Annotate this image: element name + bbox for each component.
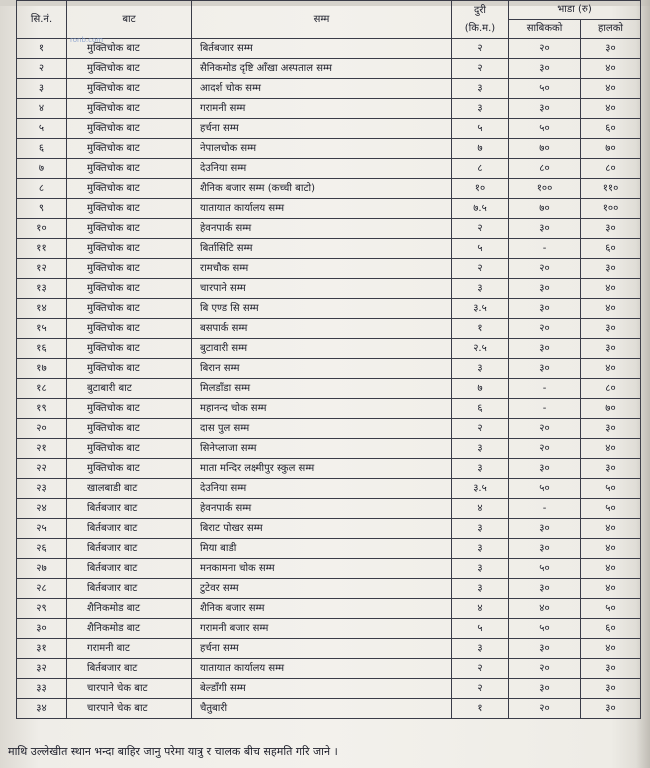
cell-from: मुक्तिचोक बाट <box>67 319 192 339</box>
cell-fare-new: ८० <box>581 379 641 399</box>
cell-destination: सैनिकमोड दृष्टि आँखा अस्पताल सम्म <box>192 59 452 79</box>
cell-fare-old: - <box>509 379 581 399</box>
cell-destination: बिर्तबजार सम्म <box>192 39 452 59</box>
table-row <box>17 179 641 199</box>
cell-destination: बसपार्क सम्म <box>192 319 452 339</box>
fare-table <box>16 0 641 719</box>
cell-destination: बिर्तासिटि सम्म <box>192 239 452 259</box>
cell-destination: हेवनपार्क सम्म <box>192 219 452 239</box>
table-row <box>17 439 641 459</box>
fare-table-body <box>17 1 641 719</box>
header-distance <box>452 1 509 39</box>
cell-from: मुक्तिचोक बाट <box>67 279 192 299</box>
cell-serial: ३० <box>17 619 67 639</box>
cell-fare-new: ३० <box>581 659 641 679</box>
cell-distance: ७ <box>452 139 509 159</box>
cell-fare-old: ३० <box>509 539 581 559</box>
cell-fare-old: ३० <box>509 579 581 599</box>
cell-distance: १ <box>452 319 509 339</box>
cell-distance: २ <box>452 39 509 59</box>
cell-fare-new: ४० <box>581 639 641 659</box>
cell-fare-new: ३० <box>581 339 641 359</box>
cell-destination: नेपालचोक सम्म <box>192 139 452 159</box>
cell-destination: बेल्डाँगी सम्म <box>192 679 452 699</box>
cell-fare-new: ५० <box>581 479 641 499</box>
cell-fare-new: ४० <box>581 79 641 99</box>
cell-serial: २० <box>17 419 67 439</box>
cell-destination: रामचौक सम्म <box>192 259 452 279</box>
cell-fare-old: २० <box>509 39 581 59</box>
cell-destination: बुटावारी सम्म <box>192 339 452 359</box>
table-row <box>17 639 641 659</box>
footer-note: माथि उल्लेखीत स्थान भन्दा बाहिर जानु परेमा यात्रु र चालक बीच सहमति गरि जाने । <box>8 745 338 758</box>
table-row <box>17 39 641 59</box>
table-row <box>17 99 641 119</box>
cell-from: शैनिकमोड बाट <box>67 619 192 639</box>
cell-distance: २ <box>452 259 509 279</box>
page-shadow <box>636 0 650 768</box>
table-row <box>17 339 641 359</box>
cell-fare-new: ३० <box>581 39 641 59</box>
header-distance-label: दुरी <box>474 4 486 16</box>
cell-distance: ३ <box>452 459 509 479</box>
cell-fare-old: ३० <box>509 59 581 79</box>
cell-fare-new: ७० <box>581 399 641 419</box>
cell-fare-new: ४० <box>581 99 641 119</box>
cell-fare-new: ४० <box>581 519 641 539</box>
cell-destination: बिराट पोखर सम्म <box>192 519 452 539</box>
cell-fare-old: ३० <box>509 99 581 119</box>
cell-distance: ७ <box>452 379 509 399</box>
cell-fare-old: ३० <box>509 639 581 659</box>
cell-fare-new: ५० <box>581 599 641 619</box>
cell-distance: ३ <box>452 559 509 579</box>
cell-fare-old: - <box>509 239 581 259</box>
cell-serial: ६ <box>17 139 67 159</box>
table-row <box>17 599 641 619</box>
cell-distance: ३ <box>452 439 509 459</box>
cell-serial: १ <box>17 39 67 59</box>
table-row <box>17 699 641 719</box>
header-destination: सम्म <box>192 1 452 39</box>
cell-serial: ७ <box>17 159 67 179</box>
cell-distance: २.५ <box>452 339 509 359</box>
table-row <box>17 259 641 279</box>
cell-from: मुक्तिचोक बाट <box>67 199 192 219</box>
cell-destination: यातायात कार्यालय सम्म <box>192 199 452 219</box>
cell-fare-old: १०० <box>509 179 581 199</box>
cell-from: बिर्तबजार बाट <box>67 559 192 579</box>
table-row <box>17 79 641 99</box>
cell-distance: ४ <box>452 499 509 519</box>
table-row <box>17 299 641 319</box>
header-row-1 <box>17 1 641 20</box>
cell-distance: ५ <box>452 119 509 139</box>
cell-distance: ३ <box>452 79 509 99</box>
cell-from: मुक्तिचोक बाट <box>67 439 192 459</box>
cell-fare-new: ६० <box>581 619 641 639</box>
cell-fare-old: ३० <box>509 459 581 479</box>
cell-fare-new: ४० <box>581 359 641 379</box>
cell-destination: मिलडाँडा सम्म <box>192 379 452 399</box>
cell-destination: गरामनी बजार सम्म <box>192 619 452 639</box>
table-row <box>17 619 641 639</box>
cell-fare-new: ८० <box>581 159 641 179</box>
cell-from: बिर्तबजार बाट <box>67 539 192 559</box>
table-row <box>17 219 641 239</box>
cell-distance: ४ <box>452 599 509 619</box>
header-distance-unit: (कि.म.) <box>464 22 496 34</box>
cell-serial: २२ <box>17 459 67 479</box>
cell-fare-old: ३० <box>509 279 581 299</box>
cell-fare-old: - <box>509 499 581 519</box>
cell-fare-new: ४० <box>581 559 641 579</box>
cell-from: मुक्तिचोक बाट <box>67 119 192 139</box>
cell-serial: ३ <box>17 79 67 99</box>
cell-distance: १ <box>452 699 509 719</box>
table-row <box>17 239 641 259</box>
cell-serial: १८ <box>17 379 67 399</box>
cell-destination: हेवनपार्क सम्म <box>192 499 452 519</box>
cell-serial: १४ <box>17 299 67 319</box>
cell-fare-new: ४० <box>581 439 641 459</box>
table-row <box>17 379 641 399</box>
cell-fare-new: ३० <box>581 419 641 439</box>
cell-serial: १० <box>17 219 67 239</box>
cell-fare-new: ५० <box>581 499 641 519</box>
cell-from: चारपाने चेक बाट <box>67 679 192 699</box>
cell-serial: १६ <box>17 339 67 359</box>
cell-from: मुक्तिचोक बाट <box>67 219 192 239</box>
cell-destination: बि एण्ड सि सम्म <box>192 299 452 319</box>
cell-fare-new: ६० <box>581 119 641 139</box>
cell-fare-new: ४० <box>581 299 641 319</box>
cell-from: मुक्तिचोक बाट <box>67 419 192 439</box>
cell-distance: ५ <box>452 619 509 639</box>
cell-distance: २ <box>452 59 509 79</box>
table-row <box>17 499 641 519</box>
cell-from: मुक्तिचोक बाट <box>67 239 192 259</box>
cell-fare-old: ७० <box>509 139 581 159</box>
cell-serial: २३ <box>17 479 67 499</box>
cell-destination: सिनेप्लाजा सम्म <box>192 439 452 459</box>
cell-fare-old: ३० <box>509 359 581 379</box>
watermark-text: ronb.com <box>70 36 104 44</box>
cell-distance: ३.५ <box>452 299 509 319</box>
cell-fare-old: २० <box>509 319 581 339</box>
cell-destination: टुटेवर सम्म <box>192 579 452 599</box>
cell-serial: ३३ <box>17 679 67 699</box>
cell-from: मुक्तिचोक बाट <box>67 139 192 159</box>
cell-serial: ९ <box>17 199 67 219</box>
cell-destination: देउनिया सम्म <box>192 479 452 499</box>
cell-serial: २४ <box>17 499 67 519</box>
cell-fare-old: - <box>509 399 581 419</box>
cell-distance: ६ <box>452 399 509 419</box>
cell-serial: ११ <box>17 239 67 259</box>
cell-distance: ३ <box>452 279 509 299</box>
cell-fare-old: ३० <box>509 519 581 539</box>
cell-distance: ३ <box>452 639 509 659</box>
cell-fare-new: ३० <box>581 459 641 479</box>
cell-serial: ३१ <box>17 639 67 659</box>
cell-destination: महानन्द चोक सम्म <box>192 399 452 419</box>
cell-destination: दास पुल सम्म <box>192 419 452 439</box>
table-row <box>17 139 641 159</box>
cell-from: चारपाने चेक बाट <box>67 699 192 719</box>
table-row <box>17 659 641 679</box>
cell-fare-old: २० <box>509 699 581 719</box>
cell-destination: चैतुबारी <box>192 699 452 719</box>
cell-serial: २८ <box>17 579 67 599</box>
header-route: बाट <box>67 1 192 39</box>
table-row <box>17 679 641 699</box>
cell-serial: १९ <box>17 399 67 419</box>
table-row <box>17 459 641 479</box>
cell-distance: ३ <box>452 99 509 119</box>
cell-from: बिर्तबजार बाट <box>67 519 192 539</box>
cell-fare-new: ३० <box>581 679 641 699</box>
cell-fare-old: २० <box>509 659 581 679</box>
table-row <box>17 539 641 559</box>
cell-from: गरामनी बाट <box>67 639 192 659</box>
cell-distance: २ <box>452 219 509 239</box>
cell-from: मुक्तिचोक बाट <box>67 339 192 359</box>
cell-distance: ३ <box>452 359 509 379</box>
cell-from: मुक्तिचोक बाट <box>67 359 192 379</box>
table-row <box>17 519 641 539</box>
cell-fare-old: ५० <box>509 559 581 579</box>
table-row <box>17 199 641 219</box>
cell-fare-new: ४० <box>581 59 641 79</box>
cell-fare-new: ३० <box>581 219 641 239</box>
table-row <box>17 59 641 79</box>
cell-from: मुक्तिचोक बाट <box>67 79 192 99</box>
cell-fare-new: १०० <box>581 199 641 219</box>
cell-distance: ५ <box>452 239 509 259</box>
cell-distance: ३ <box>452 539 509 559</box>
cell-destination: चारपाने सम्म <box>192 279 452 299</box>
cell-serial: १३ <box>17 279 67 299</box>
cell-fare-old: ३० <box>509 299 581 319</box>
cell-fare-old: २० <box>509 419 581 439</box>
cell-serial: ८ <box>17 179 67 199</box>
cell-fare-new: ११० <box>581 179 641 199</box>
cell-from: मुक्तिचोक बाट <box>67 179 192 199</box>
cell-fare-old: ३० <box>509 219 581 239</box>
cell-serial: २१ <box>17 439 67 459</box>
cell-fare-old: ३० <box>509 339 581 359</box>
cell-destination: माता मन्दिर लक्ष्मीपुर स्कुल सम्म <box>192 459 452 479</box>
cell-destination: मिया बाडी <box>192 539 452 559</box>
cell-serial: १२ <box>17 259 67 279</box>
cell-destination: बिरान सम्म <box>192 359 452 379</box>
table-row <box>17 279 641 299</box>
cell-destination: शैनिक बजार सम्म (कच्ची बाटो) <box>192 179 452 199</box>
table-row <box>17 479 641 499</box>
table-row <box>17 319 641 339</box>
cell-from: मुक्तिचोक बाट <box>67 399 192 419</box>
table-row <box>17 159 641 179</box>
cell-fare-old: ७० <box>509 199 581 219</box>
cell-distance: १० <box>452 179 509 199</box>
cell-fare-old: ५० <box>509 119 581 139</box>
cell-distance: ७.५ <box>452 199 509 219</box>
cell-serial: ५ <box>17 119 67 139</box>
cell-distance: ३ <box>452 579 509 599</box>
cell-serial: २६ <box>17 539 67 559</box>
cell-distance: २ <box>452 679 509 699</box>
header-fare: भाडा (रु) <box>509 1 641 20</box>
cell-fare-old: ३० <box>509 679 581 699</box>
cell-fare-old: ४० <box>509 599 581 619</box>
cell-destination: हर्चना सम्म <box>192 119 452 139</box>
cell-fare-old: ८० <box>509 159 581 179</box>
header-fare-new: हालको <box>581 20 641 39</box>
cell-destination: यातायात कार्यालय सम्म <box>192 659 452 679</box>
cell-distance: ३ <box>452 519 509 539</box>
cell-from: बुटाबारी बाट <box>67 379 192 399</box>
cell-serial: २९ <box>17 599 67 619</box>
table-row <box>17 419 641 439</box>
cell-fare-old: ५० <box>509 79 581 99</box>
table-row <box>17 119 641 139</box>
table-row <box>17 559 641 579</box>
cell-from: बिर्तबजार बाट <box>67 579 192 599</box>
cell-serial: २ <box>17 59 67 79</box>
cell-distance: ८ <box>452 159 509 179</box>
cell-fare-new: ७० <box>581 139 641 159</box>
cell-serial: ३४ <box>17 699 67 719</box>
cell-distance: ३.५ <box>452 479 509 499</box>
cell-from: मुक्तिचोक बाट <box>67 259 192 279</box>
table-row <box>17 579 641 599</box>
cell-fare-new: ६० <box>581 239 641 259</box>
cell-fare-new: ३० <box>581 699 641 719</box>
cell-fare-new: ४० <box>581 539 641 559</box>
header-fare-old: साबिकको <box>509 20 581 39</box>
cell-fare-old: ५० <box>509 619 581 639</box>
cell-from: खालबाडी बाट <box>67 479 192 499</box>
cell-destination: देउनिया सम्म <box>192 159 452 179</box>
header-sn: सि.नं. <box>17 1 67 39</box>
cell-fare-old: २० <box>509 439 581 459</box>
cell-fare-new: ४० <box>581 579 641 599</box>
cell-from: मुक्तिचोक बाट <box>67 39 192 59</box>
cell-from: मुक्तिचोक बाट <box>67 459 192 479</box>
table-row <box>17 399 641 419</box>
cell-destination: मनकामना चोक सम्म <box>192 559 452 579</box>
cell-destination: हर्चना सम्म <box>192 639 452 659</box>
cell-serial: १५ <box>17 319 67 339</box>
cell-fare-old: ५० <box>509 479 581 499</box>
cell-destination: शैनिक बजार सम्म <box>192 599 452 619</box>
table-row <box>17 359 641 379</box>
cell-fare-new: ३० <box>581 259 641 279</box>
cell-fare-old: २० <box>509 259 581 279</box>
cell-from: मुक्तिचोक बाट <box>67 159 192 179</box>
cell-from: मुक्तिचोक बाट <box>67 99 192 119</box>
cell-distance: २ <box>452 419 509 439</box>
cell-fare-new: ४० <box>581 279 641 299</box>
cell-serial: २७ <box>17 559 67 579</box>
cell-destination: गरामनी सम्म <box>192 99 452 119</box>
cell-from: मुक्तिचोक बाट <box>67 59 192 79</box>
cell-from: बिर्तबजार बाट <box>67 499 192 519</box>
cell-destination: आदर्श चोक सम्म <box>192 79 452 99</box>
cell-distance: २ <box>452 659 509 679</box>
cell-serial: ४ <box>17 99 67 119</box>
cell-from: शैनिकमोड बाट <box>67 599 192 619</box>
cell-from: मुक्तिचोक बाट <box>67 299 192 319</box>
cell-serial: १७ <box>17 359 67 379</box>
cell-serial: ३२ <box>17 659 67 679</box>
cell-serial: २५ <box>17 519 67 539</box>
cell-from: बिर्तबजार बाट <box>67 659 192 679</box>
cell-fare-new: ३० <box>581 319 641 339</box>
